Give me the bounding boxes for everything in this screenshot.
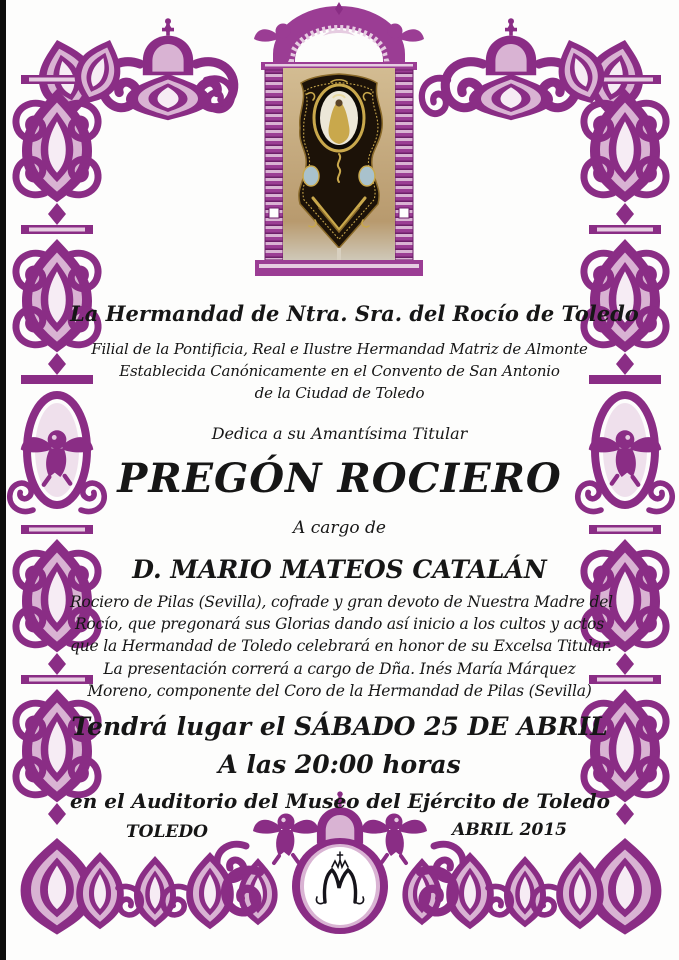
scan-edge-strip <box>0 0 6 960</box>
speaker-description-line3: que la Hermandad de Toledo celebrará en honor de su Excelsa Titular. <box>70 637 612 655</box>
organization-title: La Hermandad de Ntra. Sra. del Rocío de Toledo <box>70 301 639 326</box>
dedication-line: Dedica a su Amantísima Titular <box>211 424 468 443</box>
organization-subtitle-line3: de la Ciudad de Toledo <box>254 384 425 402</box>
event-intro-line: A cargo de <box>293 518 386 538</box>
organization-subtitle-line2: Establecida Canónicamente en el Convento de San Antonio <box>119 362 560 380</box>
cherub-icon <box>387 24 424 63</box>
event-date-line: Tendrá lugar el SÁBADO 25 DE ABRIL <box>71 712 608 741</box>
footer-date: ABRIL 2015 <box>452 820 567 840</box>
cherub-icon <box>254 24 291 63</box>
speaker-description-line5: Moreno, componente del Coro de la Hermandad de Pilas (Sevilla) <box>87 682 592 700</box>
crown-icon <box>445 18 577 120</box>
event-title: PREGÓN ROCIERO <box>117 455 562 502</box>
organization-subtitle-line1: Filial de la Pontificia, Real e Ilustre Hermandad Matriz de Almonte <box>91 340 588 358</box>
speaker-description-line2: Rocío, que pregonará sus Glorias dando así inicio a los cultos y actos <box>74 615 605 633</box>
speaker-description-line1: Rociero de Pilas (Sevilla), cofrade y gran devoto de Nuestra Madre del <box>70 593 613 611</box>
event-venue-line: en el Auditorio del Museo del Ejército de Toledo <box>70 789 610 813</box>
crown-icon <box>102 18 234 120</box>
speaker-description-line4: La presentación correrá a cargo de Dña. Inés María Márquez <box>103 660 576 678</box>
simpecado-image <box>243 2 435 286</box>
simpecado-photo <box>283 68 395 260</box>
event-time-line: A las 20:00 horas <box>218 750 461 779</box>
footer-city: TOLEDO <box>126 822 208 842</box>
speaker-name: D. MARIO MATEOS CATALÁN <box>132 555 547 584</box>
